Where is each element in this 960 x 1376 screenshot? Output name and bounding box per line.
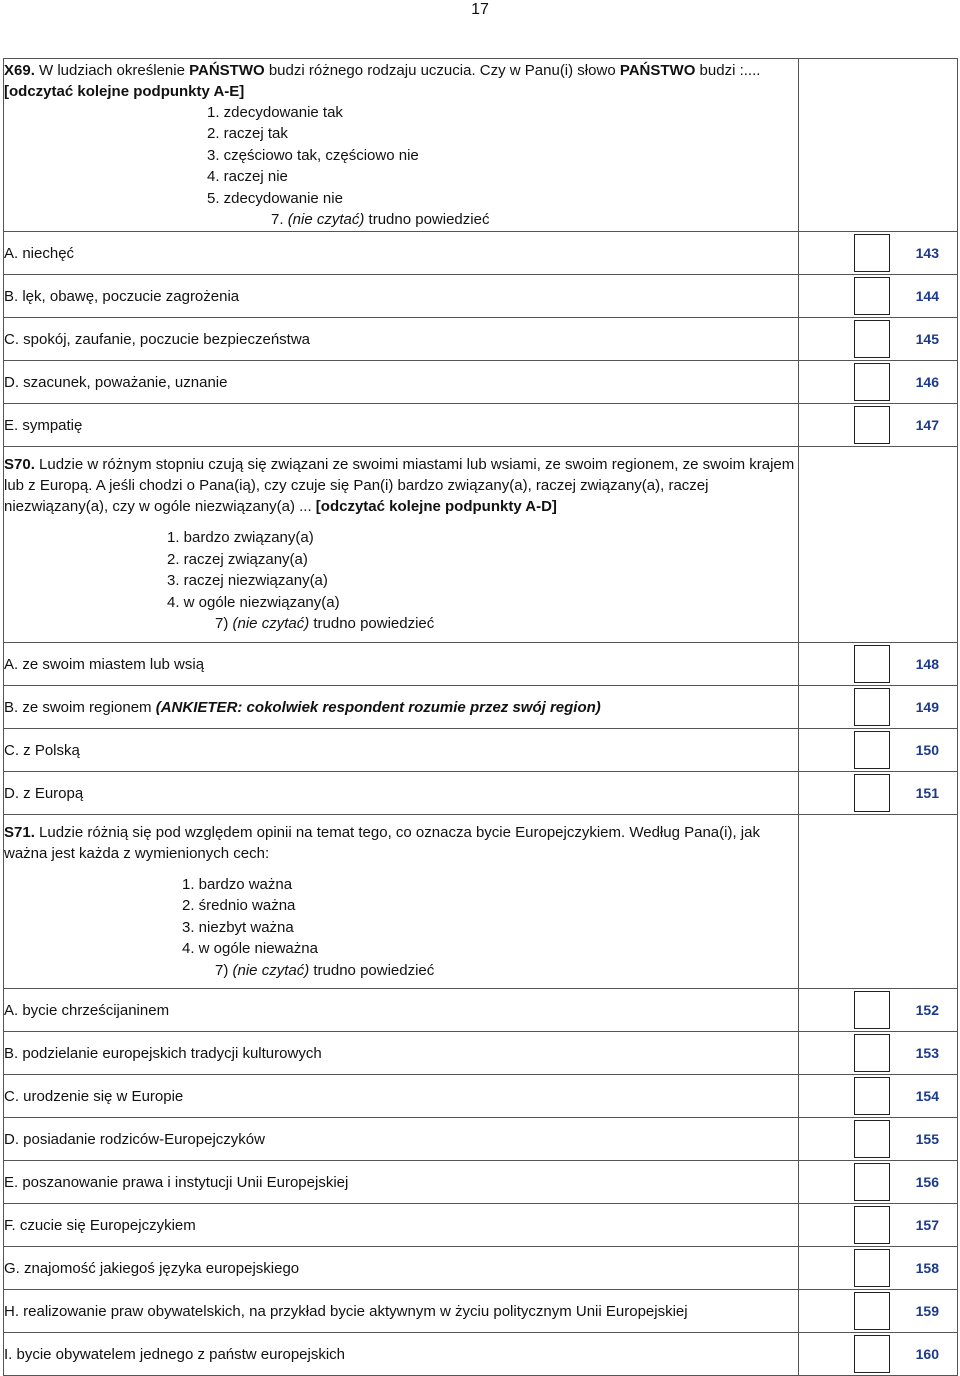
answer-box[interactable] [854, 320, 890, 358]
scale-option: 2. raczej tak [207, 125, 288, 142]
answer-box[interactable] [854, 731, 890, 769]
column-code: 157 [915, 1217, 939, 1233]
answer-cell [799, 1032, 958, 1075]
column-code: 152 [915, 1002, 939, 1018]
column-code: 145 [915, 331, 939, 347]
answer-box[interactable] [854, 991, 890, 1029]
scale-option: 3. raczej niezwiązany(a) [167, 572, 328, 590]
page-number: 17 [471, 1, 489, 18]
answer-cell [799, 1204, 958, 1247]
question-s70 [4, 447, 799, 643]
question-id: X69. [4, 61, 35, 79]
column-code: 158 [915, 1260, 939, 1276]
scale-option: 5. zdecydowanie nie [207, 189, 343, 207]
answer-cell [799, 729, 958, 772]
answer-cell [799, 361, 958, 404]
item-label: E. poszanowanie prawa i instytucji Unii Europejskiej [4, 1161, 799, 1204]
answer-box[interactable] [854, 1077, 890, 1115]
scale-option: 2. średnio ważna [182, 897, 296, 915]
column-code: 153 [915, 1045, 939, 1061]
reading-instruction: [odczytać kolejne podpunkty A-E] [4, 82, 245, 100]
scale-option: 3. częściowo tak, częściowo nie [207, 146, 419, 164]
scale-option: 2. raczej związany(a) [167, 550, 308, 568]
question-x69-text: X69. W ludziach określenie PAŃSTWO budzi różnego rodzaju uczucia. Czy w Panu(i) słowo PAŃSTWO budzi :.... [odczytać kolejne podpunkty A-E] [4, 61, 761, 100]
column-code: 154 [915, 1088, 939, 1104]
answer-box[interactable] [854, 688, 890, 726]
scale-option: 3. niezbyt ważna [182, 918, 294, 936]
answer-cell [799, 1075, 958, 1118]
item-label: G. znajomość jakiegoś języka europejskiego [4, 1247, 799, 1290]
answer-cell [799, 1247, 958, 1290]
answer-cell [799, 643, 958, 686]
answer-scale [207, 102, 798, 231]
scale-option: 1. bardzo ważna [182, 875, 293, 893]
column-code: 151 [915, 785, 939, 801]
item-label: D. z Europą [4, 772, 799, 815]
column-code: 148 [915, 656, 939, 672]
item-label: B. lęk, obawę, poczucie zagrożenia [4, 275, 799, 318]
answer-box[interactable] [854, 363, 890, 401]
scale-option: 4. raczej nie [207, 168, 288, 185]
column-code: 160 [915, 1346, 939, 1362]
column-code: 147 [915, 417, 939, 433]
answer-cell [799, 686, 958, 729]
answer-box[interactable] [854, 1163, 890, 1201]
column-code: 155 [915, 1131, 939, 1147]
scale-option-dont-know: 7) (nie czytać) trudno powiedzieć [215, 961, 435, 979]
item-label: D. posiadanie rodziców-Europejczyków [4, 1118, 799, 1161]
answer-cell [799, 404, 958, 447]
column-code: 143 [915, 245, 939, 261]
answer-box[interactable] [854, 645, 890, 683]
answer-scale [182, 874, 798, 982]
reading-instruction: [odczytać kolejne podpunkty A-D] [315, 498, 557, 516]
question-x69 [4, 59, 799, 232]
answer-cell [799, 318, 958, 361]
item-label: I. bycie obywatelem jednego z państw europejskich [4, 1333, 799, 1376]
scale-option: 4. w ogóle niezwiązany(a) [167, 593, 340, 611]
answer-box[interactable] [854, 1206, 890, 1244]
answer-box[interactable] [854, 406, 890, 444]
answer-cell [799, 989, 958, 1032]
scale-option-dont-know: 7) (nie czytać) trudno powiedzieć [215, 615, 435, 633]
answer-box[interactable] [854, 1335, 890, 1373]
scale-option: 1. bardzo związany(a) [167, 529, 314, 547]
answer-cell [799, 1161, 958, 1204]
column-code: 156 [915, 1174, 939, 1190]
item-label: A. bycie chrześcijaninem [4, 989, 799, 1032]
scale-option: 4. w ogóle nieważna [182, 940, 318, 958]
column-code: 150 [915, 742, 939, 758]
column-code: 159 [915, 1303, 939, 1319]
column-code: 144 [915, 288, 939, 304]
item-label: B. podzielanie europejskich tradycji kulturowych [4, 1032, 799, 1075]
question-s71-text: S71. Ludzie różnią się pod względem opinii na temat tego, co oznacza bycie Europejczykiem. Według Pana(i), jak ważna jest każda z wymienionych cech: [4, 823, 760, 862]
item-label: A. ze swoim miastem lub wsią [4, 643, 799, 686]
answer-cell [799, 1290, 958, 1333]
item-label: D. szacunek, poważanie, uznanie [4, 361, 799, 404]
answer-box[interactable] [854, 277, 890, 315]
item-label: A. niechęć [4, 232, 799, 275]
column-code: 149 [915, 699, 939, 715]
item-label: H. realizowanie praw obywatelskich, na przykład bycie aktywnym w życiu politycznym Unii Europejskiej [4, 1290, 799, 1333]
interviewer-note: (ANKIETER: cokolwiek respondent rozumie przez swój region) [155, 698, 601, 716]
answer-box[interactable] [854, 1034, 890, 1072]
answer-cell [799, 275, 958, 318]
answer-box[interactable] [854, 1292, 890, 1330]
item-label: F. czucie się Europejczykiem [4, 1204, 799, 1247]
question-s70-text: S70. Ludzie w różnym stopniu czują się związani ze swoimi miastami lub wsiami, ze swoim regionem, ze swoim krajem lub z Europą. A jeśli chodzi o Pana(ią), czy czuje się Pan(i) bardzo związany(a), raczej związany(a), raczej niezwiązany(a), czy w ogóle niezwiązany(a) ... [odczytać kolejne podpunkty A-D] [4, 456, 795, 516]
question-id: S71. [4, 823, 35, 841]
item-label: B. ze swoim regionem (ANKIETER: cokolwiek respondent rozumie przez swój region) [4, 686, 799, 729]
column-code: 146 [915, 374, 939, 390]
answer-cell [799, 1118, 958, 1161]
item-label: C. urodzenie się w Europie [4, 1075, 799, 1118]
scale-option: 1. zdecydowanie tak [207, 103, 343, 121]
answer-box[interactable] [854, 1120, 890, 1158]
item-label: E. sympatię [4, 404, 799, 447]
answer-cell [799, 1333, 958, 1376]
item-label: C. spokój, zaufanie, poczucie bezpieczeństwa [4, 318, 799, 361]
answer-box[interactable] [854, 234, 890, 272]
answer-box[interactable] [854, 1249, 890, 1287]
questionnaire-table [3, 58, 958, 1376]
question-id: S70. [4, 456, 35, 474]
item-label: C. z Polską [4, 729, 799, 772]
answer-cell [799, 232, 958, 275]
question-s71 [4, 815, 799, 989]
answer-box[interactable] [854, 774, 890, 812]
scale-option-dont-know: 7. (nie czytać) trudno powiedzieć [271, 211, 490, 228]
answer-scale [167, 527, 798, 635]
answer-cell [799, 772, 958, 815]
